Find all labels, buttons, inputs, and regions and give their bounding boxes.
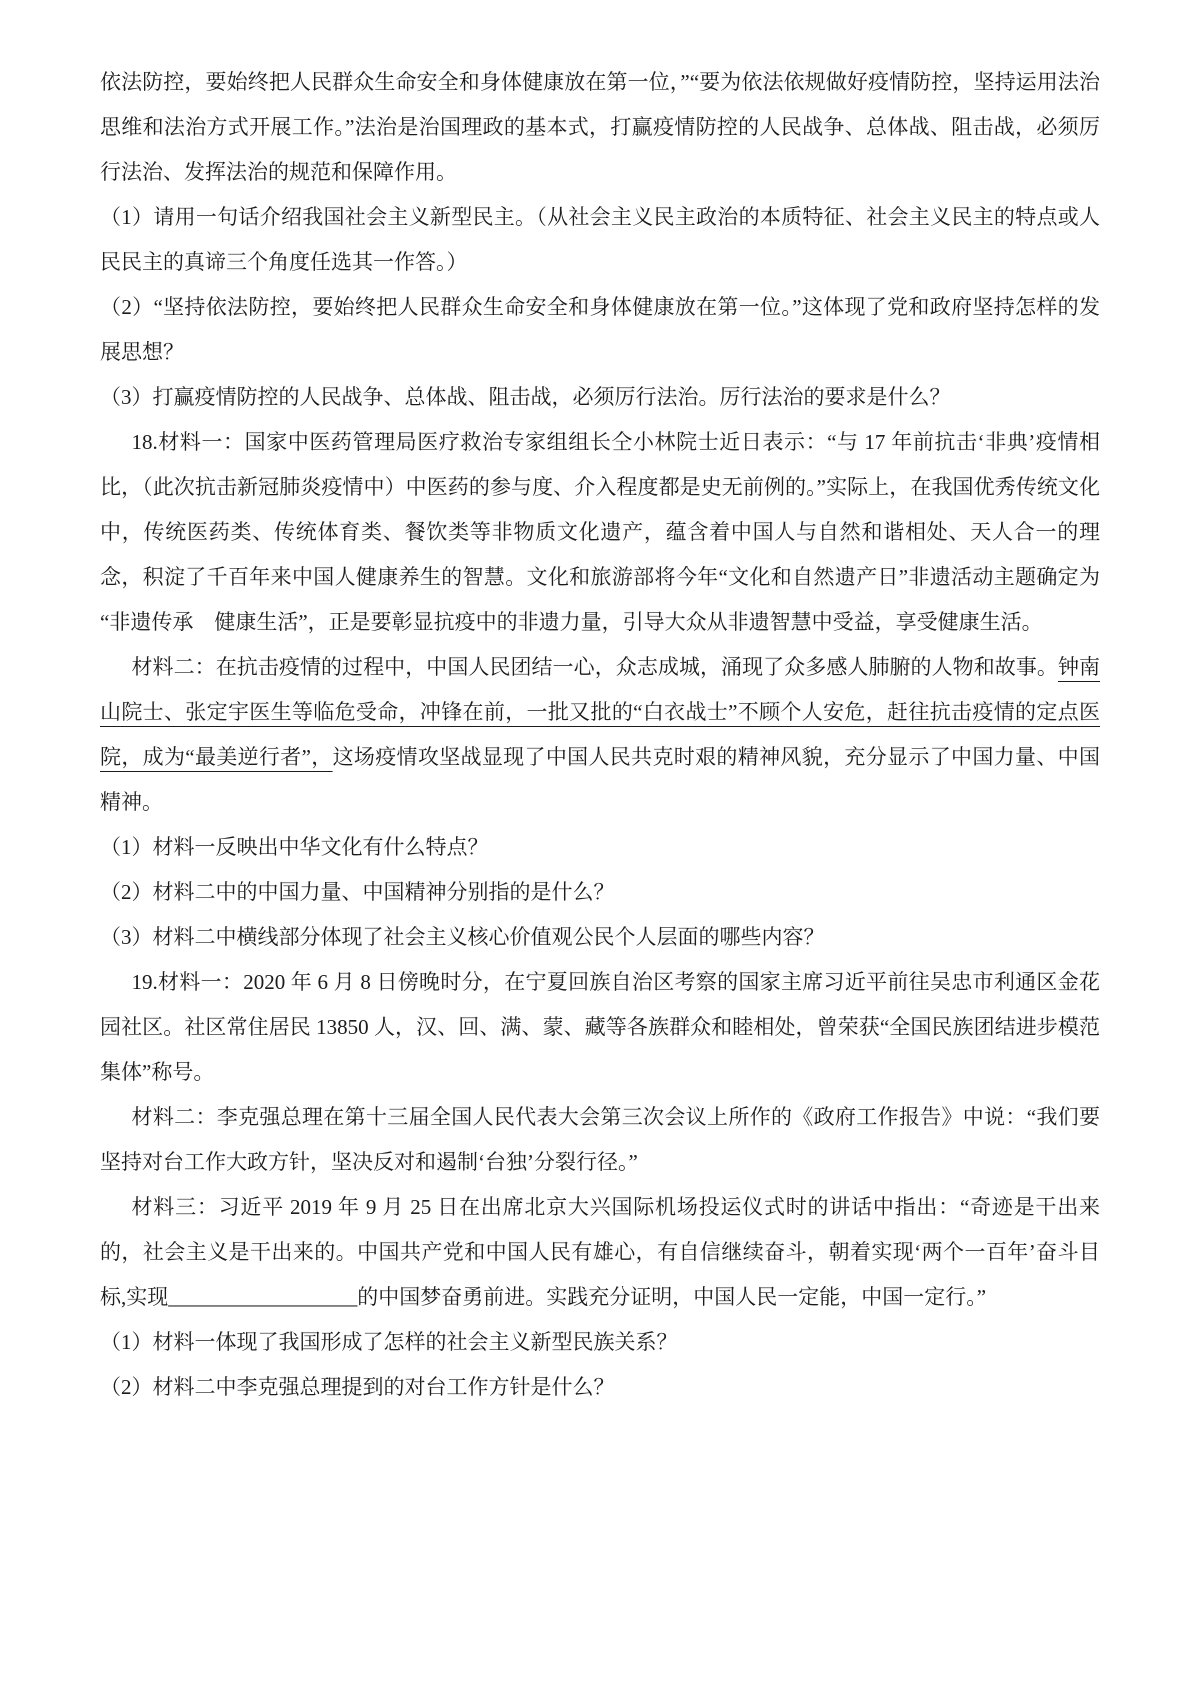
- question-18-item-2: （2）材料二中的中国力量、中国精神分别指的是什么？: [100, 880, 615, 904]
- question-17-item-1: （1）请用一句话介绍我国社会主义新型民主。（从社会主义民主政治的本质特征、社会主义民主的特点或人民民主的真谛三个角度任选其一作答。）: [100, 205, 1100, 274]
- question-19-material-3: 材料三：习近平 2019 年 9 月 25 日在出席北京大兴国际机场投运仪式时的讲话中指出：“奇迹是干出来的，社会主义是干出来的。中国共产党和中国人民有雄心，有自信继续奋斗，朝着实现‘两个一百年’奋斗目标,实现__________________的中国梦奋勇前进。实践充分证明，中国人民一定能，中国一定行。”: [100, 1195, 1100, 1309]
- question-19-item-2: （2）材料二中李克强总理提到的对台工作方针是什么？: [100, 1375, 615, 1399]
- paragraph-q17-continuation: 依法防控，要始终把人民群众生命安全和身体健康放在第一位，”“要为依法依规做好疫情防控，坚持运用法治思维和法治方式开展工作。”法治是治国理政的基本式，打赢疫情防控的人民战争、总体战、阻击战，必须厉行法治、发挥法治的规范和保障作用。: [100, 70, 1100, 184]
- question-17-item-2: （2）“坚持依法防控，要始终把人民群众生命安全和身体健康放在第一位。”这体现了党和政府坚持怎样的发展思想？: [100, 295, 1100, 364]
- question-19-material-2: 材料二：李克强总理在第十三届全国人民代表大会第三次会议上所作的《政府工作报告》中说：“我们要坚持对台工作大政方针，坚决反对和遏制‘台独’分裂行径。”: [100, 1105, 1100, 1174]
- question-18-item-1: （1）材料一反映出中华文化有什么特点？: [100, 835, 489, 859]
- question-19-material-1: 19.材料一：2020 年 6 月 8 日傍晚时分，在宁夏回族自治区考察的国家主席习近平前往吴忠市利通区金花园社区。社区常住居民 13850 人，汉、回、满、蒙、藏等各族群众和睦相处，曾荣获“全国民族团结进步模范集体”称号。: [100, 970, 1100, 1084]
- material-2-tail-text: 这场疫情攻坚战显现了中国人民共克时艰的精神风貌，充分显示了中国力量、中国精神。: [100, 745, 1100, 814]
- underlined-passage: 钟南山院士、张定宇医生等临危受命，冲锋在前，一批又批的“白衣战士”不顾个人安危，赶往抗击疫情的定点医院，成为“最美逆行者”，: [100, 655, 1101, 769]
- question-17-item-3: （3）打赢疫情防控的人民战争、总体战、阻击战，必须厉行法治。厉行法治的要求是什么？: [100, 385, 951, 409]
- question-18-material-2: [100, 645, 1100, 825]
- question-18-item-3: （3）材料二中横线部分体现了社会主义核心价值观公民个人层面的哪些内容？: [100, 925, 825, 949]
- material-2-lead-text: 材料二：在抗击疫情的过程中，中国人民团结一心，众志成城，涌现了众多感人肺腑的人物和故事。: [131, 655, 1058, 679]
- question-18-material-1: 18.材料一：国家中医药管理局医疗救治专家组组长仝小林院士近日表示：“与 17 年前抗击‘非典’疫情相比，（此次抗击新冠肺炎疫情中）中医药的参与度、介入程度都是史无前例的。”实际上，在我国优秀传统文化中，传统医药类、传统体育类、餐饮类等非物质文化遗产，蕴含着中国人与自然和谐相处、天人合一的理念，积淀了千百年来中国人健康养生的智慧。文化和旅游部将今年“文化和自然遗产日”非遗活动主题确定为“非遗传承 健康生活”，正是要彰显抗疫中的非遗力量，引导大众从非遗智慧中受益，享受健康生活。: [100, 430, 1100, 634]
- question-19-item-1: （1）材料一体现了我国形成了怎样的社会主义新型民族关系？: [100, 1330, 678, 1354]
